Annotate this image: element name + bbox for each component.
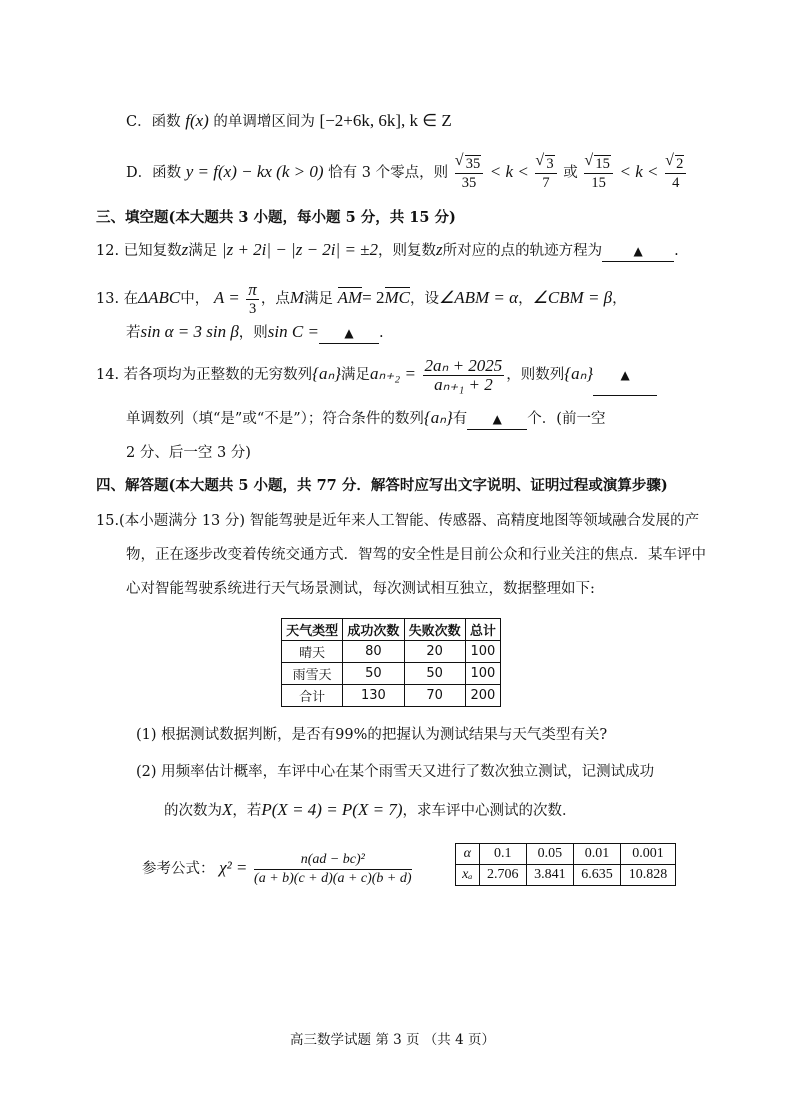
section-4-title: 四、解答题(本大题共 5 小题，共 77 分．解答时应写出文字说明、证明过程或演算步骤) <box>96 477 668 494</box>
table-cell: 0.05 <box>526 844 573 865</box>
inequality-1: < k < <box>489 162 529 181</box>
table-cell: xₐ <box>456 865 480 886</box>
q13-text-5: ，设 <box>410 291 439 307</box>
sqrt-3: √ 3 <box>545 155 554 172</box>
page-footer: 高三数学试题 第 3 页 （共 4 页） <box>290 1032 495 1048</box>
formula-label: 参考公式： <box>142 861 215 877</box>
sin-relation: sin α = 3 sin β <box>140 322 239 341</box>
formula-denominator: (a + b)(c + d)(a + c)(b + d) <box>254 870 412 886</box>
den-3: 3 <box>248 300 257 317</box>
q13-line2-text-2: ，则 <box>238 325 268 341</box>
table-cell: 晴天 <box>282 641 343 663</box>
q15-part-1: (1) 根据测试数据判断，是否有99%的把握认为测试结果与天气类型有关? <box>136 727 608 743</box>
table-cell: 0.1 <box>479 844 526 865</box>
var-x: X <box>222 800 233 819</box>
den-4: 4 <box>672 174 680 191</box>
q13-text-2: 中， <box>180 291 210 307</box>
recurrence-num: 2aₙ + 2025 <box>424 355 503 375</box>
table-cell: 3.841 <box>526 865 573 886</box>
table-cell: 雨雪天 <box>282 663 343 685</box>
question-12 <box>96 240 679 262</box>
q15-part-2-line-2 <box>164 800 577 821</box>
sequence-an-2: {aₙ} <box>564 364 594 383</box>
table-cell: α <box>456 844 480 865</box>
table-cell: 20 <box>404 641 465 663</box>
weather-data-table <box>281 618 501 707</box>
fraction-sqrt2-4 <box>665 155 686 192</box>
or-word: 或 <box>563 165 578 181</box>
table-cell: 100 <box>465 641 500 663</box>
table-header: 失败次数 <box>404 619 465 641</box>
q15-part2-text-b: ，若 <box>232 803 262 819</box>
answer-blank <box>602 241 674 262</box>
recurrence-den: aₙ₊₁ + 2 <box>434 374 493 394</box>
option-c-text: 的单调增区间为 <box>213 114 315 130</box>
vector-am: AM <box>337 288 363 307</box>
table-cell: 0.001 <box>621 844 676 865</box>
sqrt-2: √ 2 <box>675 155 684 172</box>
q14-number: 14. <box>96 367 120 383</box>
table-cell: 50 <box>343 663 404 685</box>
recurrence-fraction <box>423 357 505 394</box>
triangle-icon: ▲ <box>633 244 643 258</box>
table-row <box>456 844 676 865</box>
table-cell: 合计 <box>282 685 343 707</box>
table-cell: 6.635 <box>573 865 620 886</box>
table-cell: 50 <box>404 663 465 685</box>
var-z-2: z <box>436 240 443 259</box>
angle-abm: ∠ABM = α <box>439 288 519 307</box>
formula-numerator: n(ad − bc)² <box>254 851 412 870</box>
pi: π <box>248 279 257 299</box>
den-15: 15 <box>591 174 606 191</box>
critical-value-table <box>455 843 676 886</box>
q12-text-1: 已知复数 <box>123 243 182 259</box>
fraction-sqrt35-35 <box>455 155 484 192</box>
comma-2: ， <box>612 291 627 307</box>
q14-text-2: 满足 <box>341 367 371 383</box>
table-header: 总计 <box>465 619 500 641</box>
q14-text-3: ，则数列 <box>506 367 565 383</box>
triangle-icon: ▲ <box>492 412 502 426</box>
table-row <box>282 685 501 707</box>
q15-part-2-line-1: (2) 用频率估计概率，车评中心在某个雨雪天又进行了数次独立测试，记测试成功 <box>136 764 655 780</box>
equals-2: = 2 <box>362 288 385 307</box>
section-3-title: 三、填空题(本大题共 3 小题，每小题 5 分，共 15 分) <box>96 209 456 226</box>
option-d-text: 恰有 3 个零点，则 <box>328 165 449 181</box>
recurrence-lhs: aₙ₊₂ = <box>370 364 416 383</box>
q13-number: 13. <box>96 291 120 307</box>
fraction-sqrt3-7 <box>535 155 556 192</box>
q12-number: 12. <box>96 243 120 259</box>
table-header-row <box>282 619 501 641</box>
angle-cbm: ∠CBM = β <box>532 288 613 307</box>
q13-text-4: 满足 <box>304 291 333 307</box>
table-row <box>282 641 501 663</box>
angle-a-eq: A = <box>213 288 240 307</box>
question-14-line-2 <box>126 408 605 430</box>
den-35: 35 <box>461 174 477 191</box>
answer-blank-1 <box>593 355 657 396</box>
probability-equation: P(X = 4) = P(X = 7) <box>261 800 403 819</box>
sqrt-35: √ 35 <box>465 155 482 172</box>
q13-text-3: ，点 <box>260 291 290 307</box>
question-13-line-2 <box>126 322 384 344</box>
question-14 <box>96 354 657 396</box>
answer-blank-2 <box>467 409 527 430</box>
table-row <box>456 865 676 886</box>
table-cell: 80 <box>343 641 404 663</box>
inequality-2: < k < <box>619 162 659 181</box>
q12-end: . <box>674 243 679 259</box>
vector-mc: MC <box>384 288 410 307</box>
option-c <box>126 111 452 132</box>
option-d-label: D．函数 <box>126 165 182 181</box>
table-cell: 130 <box>343 685 404 707</box>
table-header: 成功次数 <box>343 619 404 641</box>
q12-text-4: 所对应的点的轨迹方程为 <box>442 243 603 259</box>
triangle-abc: ΔABC <box>138 288 181 307</box>
table-row <box>282 663 501 685</box>
q15-line-2: 物，正在逐步改变着传统交通方式．智驾的安全性是目前公众和行业关注的焦点．某车评中 <box>126 547 706 563</box>
question-14-line-3: 2 分、后一空 3 分) <box>126 445 251 461</box>
q15-line-1: 15.(本小题满分 13 分) 智能驾驶是近年来人工智能、传感器、高精度地图等领域融合发展的产 <box>96 513 700 529</box>
den-7: 7 <box>542 174 550 191</box>
sqrt-15: √ 15 <box>594 155 611 172</box>
comma: ， <box>518 291 533 307</box>
table-cell: 200 <box>465 685 500 707</box>
table-cell: 2.706 <box>479 865 526 886</box>
sequence-an: {aₙ} <box>312 364 342 383</box>
table-cell: 0.01 <box>573 844 620 865</box>
q13-end: . <box>378 325 384 341</box>
sequence-an-3: {aₙ} <box>423 408 453 427</box>
option-c-label: C．函数 <box>126 114 181 130</box>
var-z: z <box>181 240 189 259</box>
table-cell: 100 <box>465 663 500 685</box>
triangle-icon: ▲ <box>344 326 354 340</box>
q12-text-2: 满足 <box>188 243 218 259</box>
option-d <box>126 152 688 193</box>
option-c-interval: [−2+6k, 6k], k ∈ Z <box>319 111 452 130</box>
triangle-icon: ▲ <box>620 368 630 382</box>
q15-part2-text-a: 的次数为 <box>164 803 222 819</box>
sin-c: sin C = <box>267 322 319 341</box>
q14-line2-text-c: 个．(前一空 <box>527 411 606 427</box>
q14-text-1: 若各项均为正整数的无穷数列 <box>123 367 313 383</box>
q13-line2-text-1: 若 <box>126 325 141 341</box>
q15-line-3: 心对智能驾驶系统进行天气场景测试，每次测试相互独立，数据整理如下: <box>126 581 595 597</box>
question-13 <box>96 278 627 319</box>
point-m: M <box>289 288 304 307</box>
fraction-sqrt15-15 <box>584 155 613 192</box>
q14-line2-text-b: 有 <box>452 411 468 427</box>
table-cell: 70 <box>404 685 465 707</box>
q15-part2-text-c: ，求车评中心测试的次数． <box>402 803 577 819</box>
fraction-pi-3 <box>246 281 259 318</box>
function-fx: f(x) <box>185 111 209 130</box>
q14-line2-text: 单调数列（填“是”或“不是”）；符合条件的数列 <box>126 411 424 427</box>
q12-text-3: ，则复数 <box>378 243 436 259</box>
option-d-function: y = f(x) − kx (k > 0) <box>185 162 324 181</box>
q13-text-1: 在 <box>123 291 139 307</box>
reference-formula <box>142 845 414 892</box>
answer-blank <box>319 323 379 344</box>
table-cell: 10.828 <box>621 865 676 886</box>
q12-expression: |z + 2i| − |z − 2i| = ±2 <box>221 240 378 259</box>
table-header: 天气类型 <box>282 619 343 641</box>
chi-square: χ² = <box>219 858 248 877</box>
chi-square-fraction <box>254 851 412 888</box>
